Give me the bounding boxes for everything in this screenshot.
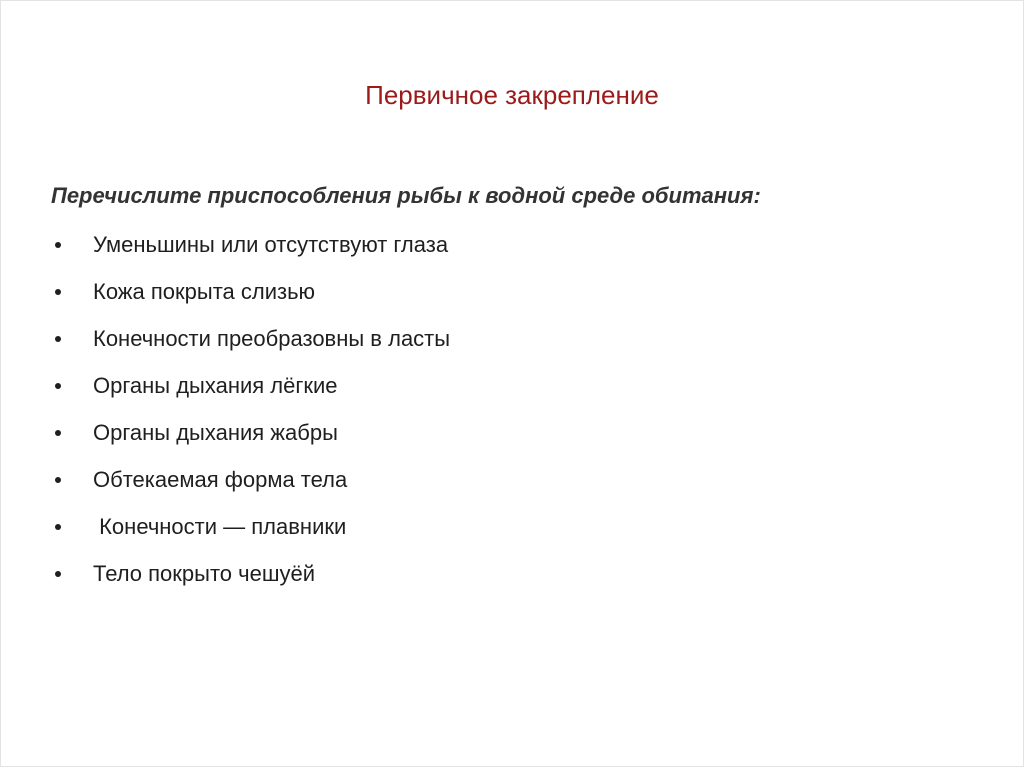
bullet-dot-icon <box>55 383 61 389</box>
bullet-dot-icon <box>55 289 61 295</box>
list-item <box>49 513 347 560</box>
list-item-text: Кожа покрыта слизью <box>93 279 316 304</box>
list-item <box>49 419 338 466</box>
list-item-text: Тело покрыто чешуёй <box>93 561 316 586</box>
bullet-dot-icon <box>55 242 61 248</box>
answer-list <box>49 231 451 607</box>
list-item <box>49 372 338 419</box>
slide-title: Первичное закрепление <box>365 80 659 110</box>
list-item-text: Обтекаемая форма тела <box>93 467 348 492</box>
bullet-dot-icon <box>55 571 61 577</box>
list-item <box>49 231 449 278</box>
list-item <box>49 325 451 372</box>
list-item-text: Уменьшины или отсутствуют глаза <box>93 232 449 257</box>
list-item <box>49 278 316 325</box>
question-text: Перечислите приспособления рыбы к водной среде обитания: <box>51 183 761 208</box>
list-item-text: Конечности — плавники <box>93 514 347 539</box>
list-item-text: Органы дыхания лёгкие <box>93 373 338 398</box>
list-item-text: Органы дыхания жабры <box>93 420 338 445</box>
bullet-dot-icon <box>55 430 61 436</box>
bullet-dot-icon <box>55 524 61 530</box>
bullet-dot-icon <box>55 336 61 342</box>
list-item <box>49 466 348 513</box>
bullet-dot-icon <box>55 477 61 483</box>
list-item-text: Конечности преобразовны в ласты <box>93 326 451 351</box>
list-item <box>49 560 316 607</box>
